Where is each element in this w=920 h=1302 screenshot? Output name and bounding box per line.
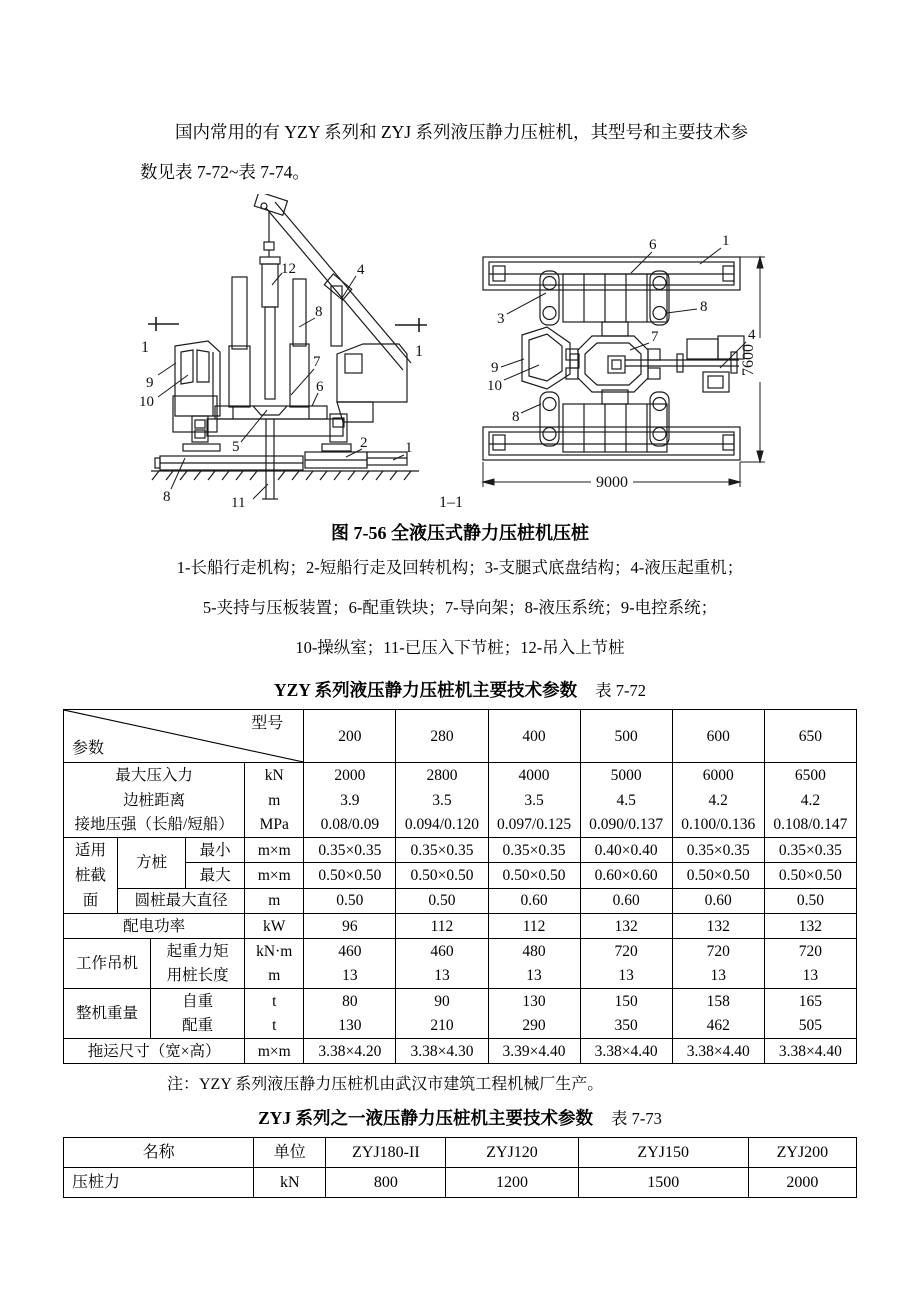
zyj-spec-table [63, 1137, 857, 1198]
cell: 350 [580, 1014, 672, 1039]
intro-paragraph [140, 112, 830, 192]
cell: 13 [488, 964, 580, 989]
header-cell: ZYJ180-II [326, 1138, 446, 1168]
row-label: 用桩长度 [151, 964, 245, 989]
cell: 4000 [488, 763, 580, 788]
cell: 4.2 [764, 788, 856, 813]
cell: 4.5 [580, 788, 672, 813]
cell: 132 [764, 914, 856, 939]
model-header: 600 [672, 710, 764, 763]
unit-cell: t [245, 1014, 304, 1039]
yzy-spec-table [63, 709, 857, 1064]
unit-cell: m×m [245, 863, 304, 888]
figure-legend [63, 548, 857, 668]
cell: 0.50×0.50 [488, 863, 580, 888]
dim-width-label: 9000 [596, 474, 628, 491]
cell: 0.50×0.50 [672, 863, 764, 888]
cell: 3.38×4.40 [672, 1039, 764, 1064]
cell: 290 [488, 1014, 580, 1039]
table-header-row [64, 1138, 857, 1168]
cell: 210 [396, 1014, 488, 1039]
cell: 0.35×0.35 [396, 838, 488, 863]
cell: 0.60×0.60 [580, 863, 672, 888]
cell: 3.5 [488, 788, 580, 813]
corner-label-model: 型号 [251, 715, 284, 732]
row-label: 起重力矩 [151, 939, 245, 964]
plan-callout-6: 6 [649, 237, 657, 253]
cell: 13 [396, 964, 488, 989]
unit-cell: t [245, 989, 304, 1014]
row-label: 压桩力 [64, 1168, 254, 1198]
cell: 4.2 [672, 788, 764, 813]
cell: 90 [396, 989, 488, 1014]
cell: 0.090/0.137 [580, 813, 672, 838]
callout-8: 8 [315, 304, 323, 320]
table-row [64, 1039, 857, 1064]
unit-cell: m [245, 788, 304, 813]
unit-cell: kW [245, 914, 304, 939]
section-mark-right-label: 1 [415, 343, 423, 360]
cell: 0.097/0.125 [488, 813, 580, 838]
unit-cell: m×m [245, 1039, 304, 1064]
ground-hatch [151, 471, 419, 480]
cell: 0.50×0.50 [764, 863, 856, 888]
cell: 1500 [578, 1168, 748, 1198]
plan-callout-8b: 8 [512, 409, 520, 425]
header-cell: ZYJ150 [578, 1138, 748, 1168]
cell: 13 [764, 964, 856, 989]
cell: 480 [488, 939, 580, 964]
plan-callout-4: 4 [748, 327, 756, 343]
cell: 132 [672, 914, 764, 939]
sub-label-square-pile: 方桩 [118, 838, 186, 889]
table-row [64, 763, 857, 788]
section-label-1-1: 1–1 [439, 494, 463, 511]
callout-11: 11 [231, 495, 246, 511]
model-header: 650 [764, 710, 856, 763]
corner-label-param: 参数 [72, 740, 105, 757]
table-row [64, 838, 857, 863]
cell: 0.60 [672, 888, 764, 913]
cell: 0.100/0.136 [672, 813, 764, 838]
cell: 505 [764, 1014, 856, 1039]
left-cab-shape [173, 341, 220, 432]
cell: 112 [488, 914, 580, 939]
cell: 462 [672, 1014, 764, 1039]
row-label: 配电功率 [64, 914, 245, 939]
plan-view [483, 233, 765, 491]
unit-cell: m×m [245, 838, 304, 863]
cell: 3.5 [396, 788, 488, 813]
cell: 0.50 [396, 888, 488, 913]
cell: 800 [326, 1168, 446, 1198]
walking-ships-shape [155, 452, 407, 470]
model-header: 280 [396, 710, 488, 763]
table1-title [63, 678, 857, 703]
callout-1: 1 [405, 440, 413, 456]
group-label-weight: 整机重量 [64, 989, 151, 1039]
cell: 130 [488, 989, 580, 1014]
callout-8b: 8 [163, 489, 171, 505]
cell: 3.38×4.40 [764, 1039, 856, 1064]
legend-line: 10-操纵室；11-已压入下节桩；12-吊入上节桩 [295, 638, 625, 657]
cell: 6000 [672, 763, 764, 788]
cell: 13 [304, 964, 396, 989]
table2-title [63, 1106, 857, 1131]
cell: 96 [304, 914, 396, 939]
plan-callout-10: 10 [487, 378, 502, 394]
intro-line-1: 国内常用的有 YZY 系列和 ZYJ 系列液压静力压桩机，其型号和主要技术参 [175, 122, 748, 142]
table1-note: 注：YZY 系列液压静力压桩机由武汉市建筑工程机械厂生产。 [167, 1076, 604, 1093]
cell: 5000 [580, 763, 672, 788]
table-row [64, 964, 857, 989]
header-cell: ZYJ200 [748, 1138, 856, 1168]
header-cell: 单位 [254, 1138, 326, 1168]
cell: 0.08/0.09 [304, 813, 396, 838]
table-row [64, 813, 857, 838]
plan-callout-3: 3 [497, 311, 505, 327]
cell: 6500 [764, 763, 856, 788]
row-label: 最大压入力 [64, 763, 245, 788]
legend-line: 1-长船行走机构；2-短船行走及回转机构；3-支腿式底盘结构；4-液压起重机； [176, 558, 744, 577]
header-cell: ZYJ120 [446, 1138, 578, 1168]
cell: 0.50×0.50 [304, 863, 396, 888]
table-row [64, 939, 857, 964]
callout-6: 6 [316, 379, 324, 395]
cell: 2800 [396, 763, 488, 788]
cell: 130 [304, 1014, 396, 1039]
right-cab-shape [337, 344, 407, 422]
cell: 0.50 [304, 888, 396, 913]
model-header: 500 [580, 710, 672, 763]
cell: 3.38×4.20 [304, 1039, 396, 1064]
callout-9: 9 [146, 375, 154, 391]
row-label: 接地压强（长船/短船） [64, 813, 245, 838]
cell: 720 [672, 939, 764, 964]
group-label-crane: 工作吊机 [64, 939, 151, 989]
cell: 2000 [748, 1168, 856, 1198]
cell: 0.60 [488, 888, 580, 913]
table-header-row [64, 710, 857, 763]
table2-title-text: ZYJ 系列之一液压静力压桩机主要技术参数 [258, 1108, 594, 1128]
cell: 3.38×4.30 [396, 1039, 488, 1064]
cell: 13 [580, 964, 672, 989]
table-row [64, 914, 857, 939]
unit-cell: kN [245, 763, 304, 788]
table-row [64, 1014, 857, 1039]
unit-cell: MPa [245, 813, 304, 838]
header-cell: 名称 [64, 1138, 254, 1168]
plan-callout-9: 9 [491, 360, 499, 376]
side-view [139, 194, 463, 511]
cell: 158 [672, 989, 764, 1014]
cell: 150 [580, 989, 672, 1014]
callout-2: 2 [360, 435, 368, 451]
cell: 0.094/0.120 [396, 813, 488, 838]
cell: 460 [304, 939, 396, 964]
dim-height-label: 7600 [740, 344, 757, 376]
diagonal-header-cell [64, 710, 304, 763]
cell: 3.9 [304, 788, 396, 813]
figure-7-56-drawing [63, 194, 857, 514]
table1-number: 表 7-72 [595, 681, 647, 700]
section-mark-left-label: 1 [141, 339, 149, 356]
unit-cell: kN [254, 1168, 326, 1198]
cell: 165 [764, 989, 856, 1014]
table-row [64, 1168, 857, 1198]
table2-number: 表 7-73 [611, 1109, 662, 1128]
row-label: 拖运尺寸（宽×高） [64, 1039, 245, 1064]
row-label: 圆桩最大直径 [118, 888, 245, 913]
table1-title-text: YZY 系列液压静力压桩机主要技术参数 [273, 680, 578, 700]
row-label: 边桩距离 [64, 788, 245, 813]
cell: 3.39×4.40 [488, 1039, 580, 1064]
callout-10: 10 [139, 394, 154, 410]
cell: 0.35×0.35 [304, 838, 396, 863]
callout-7: 7 [313, 354, 321, 370]
callout-5: 5 [232, 439, 240, 455]
cell: 1200 [446, 1168, 578, 1198]
model-header: 200 [304, 710, 396, 763]
cell: 0.35×0.35 [488, 838, 580, 863]
legend-line: 5-夹持与压板装置；6-配重铁块；7-导向架；8-液压系统；9-电控系统； [202, 598, 718, 617]
row-label: 最小 [186, 838, 245, 863]
intro-line-2: 数见表 7-72~表 7-74。 [140, 162, 310, 182]
model-header: 400 [488, 710, 580, 763]
table-row [64, 888, 857, 913]
cell: 0.40×0.40 [580, 838, 672, 863]
group-label-section: 适用 桩截 面 [64, 838, 118, 914]
cell: 0.50 [764, 888, 856, 913]
plan-callout-1: 1 [722, 233, 730, 249]
cell: 0.108/0.147 [764, 813, 856, 838]
table-row [64, 788, 857, 813]
row-label: 最大 [186, 863, 245, 888]
platform-shape [207, 406, 343, 436]
cell: 0.60 [580, 888, 672, 913]
table-row [64, 989, 857, 1014]
cell: 80 [304, 989, 396, 1014]
unit-cell: kN·m [245, 939, 304, 964]
cell: 112 [396, 914, 488, 939]
row-label: 配重 [151, 1014, 245, 1039]
cell: 2000 [304, 763, 396, 788]
plan-callout-7: 7 [651, 329, 659, 345]
plan-callout-8: 8 [700, 299, 708, 315]
unit-cell: m [245, 888, 304, 913]
unit-cell: m [245, 964, 304, 989]
cell: 3.38×4.40 [580, 1039, 672, 1064]
cell: 720 [580, 939, 672, 964]
cell: 0.50×0.50 [396, 863, 488, 888]
cell: 460 [396, 939, 488, 964]
callout-4: 4 [357, 262, 365, 278]
plan-cab-shape [522, 327, 579, 389]
figure-caption: 图 7-56 全液压式静力压桩机压桩 [331, 523, 589, 543]
callout-12: 12 [281, 261, 296, 277]
row-label: 自重 [151, 989, 245, 1014]
section-marks [148, 317, 427, 332]
cell: 0.35×0.35 [764, 838, 856, 863]
cell: 13 [672, 964, 764, 989]
cell: 0.35×0.35 [672, 838, 764, 863]
cell: 720 [764, 939, 856, 964]
cell: 132 [580, 914, 672, 939]
